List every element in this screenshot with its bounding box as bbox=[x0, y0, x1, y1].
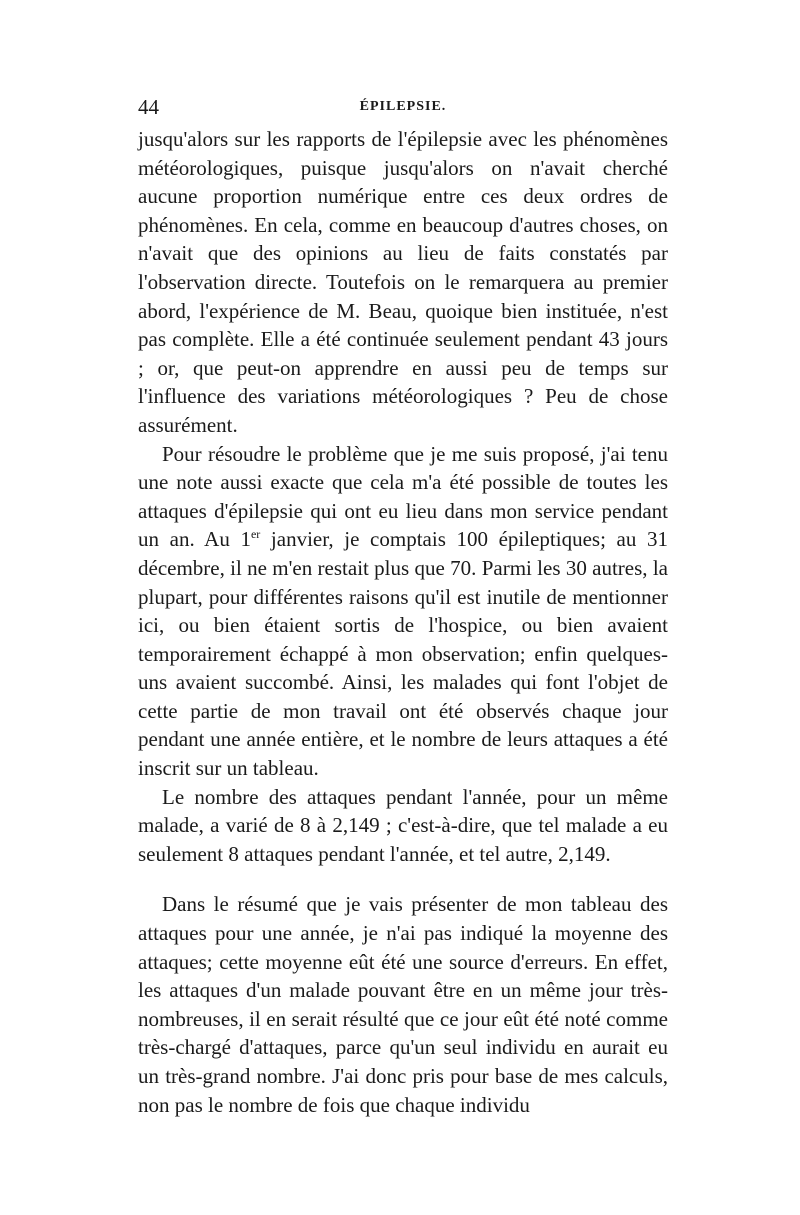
page-number: 44 bbox=[138, 95, 159, 119]
book-page bbox=[138, 95, 668, 1119]
body-text bbox=[138, 125, 668, 1119]
paragraph-1: jusqu'alors sur les rapports de l'épilepsie avec les phénomènes météorologiques, puisque jusqu'alors on n'avait cherché aucune proportion numérique entre ces deux ordres de phénomènes. En cela, comme en beaucoup d'autres choses, on n'avait que des opinions au lieu de faits constatés par l'observation directe. Toutefois on le remarquera au premier abord, l'expérience de M. Beau, quoique bien instituée, n'est pas complète. Elle a été continuée seulement pendant 43 jours ; or, que peut-on apprendre en aussi peu de temps sur l'influence des variations météorologiques ? Peu de chose assurément. bbox=[138, 127, 668, 437]
paragraph-3: Le nombre des attaques pendant l'année, pour un même malade, a varié de 8 à 2,149 ; c'est-à-dire, que tel malade a eu seulement 8 attaques pendant l'année, et tel autre, 2,149. bbox=[138, 784, 668, 866]
paragraph-gap bbox=[138, 868, 668, 890]
paragraph-2 bbox=[138, 440, 668, 783]
paragraph-2-part-1: Pour résoudre le problème que je me suis proposé, j'ai tenu une note aussi exacte que cela m'a été possible de toutes les attaques d'épilepsie qui ont eu lieu dans mon service pendant un an. Au 1 bbox=[138, 441, 668, 552]
running-title: ÉPILEPSIE. bbox=[359, 99, 447, 114]
running-head bbox=[138, 95, 668, 125]
paragraph-2-part-2: janvier, je comptais 100 épileptiques; au 31 décembre, il ne m'en restait plus que 70. Parmi les 30 autres, la plupart, pour différentes raisons qu'il est inutile de mentionner ici, ou bien étaient sortis de l'hospice, ou bien avaient temporairement échappé à mon observation; enfin quelques-uns avaient succombé. Ainsi, les malades qui font l'objet de cette partie de mon travail ont été observés chaque jour pendant une année entière, et le nombre de leurs attaques a été inscrit sur un tableau. bbox=[138, 527, 668, 781]
ordinal-superscript: er bbox=[250, 527, 261, 542]
paragraph-4: Dans le résumé que je vais présenter de mon tableau des attaques pour une année, je n'ai pas indiqué la moyenne des attaques; cette moyenne eût été une source d'erreurs. En effet, les attaques d'un malade pouvant être en un même jour très-nombreuses, il en serait résulté que ce jour eût été noté comme très-chargé d'attaques, parce qu'un seul individu en aurait eu un très-grand nombre. J'ai donc pris pour base de mes calculs, non pas le nombre de fois que chaque individu bbox=[138, 892, 668, 1117]
